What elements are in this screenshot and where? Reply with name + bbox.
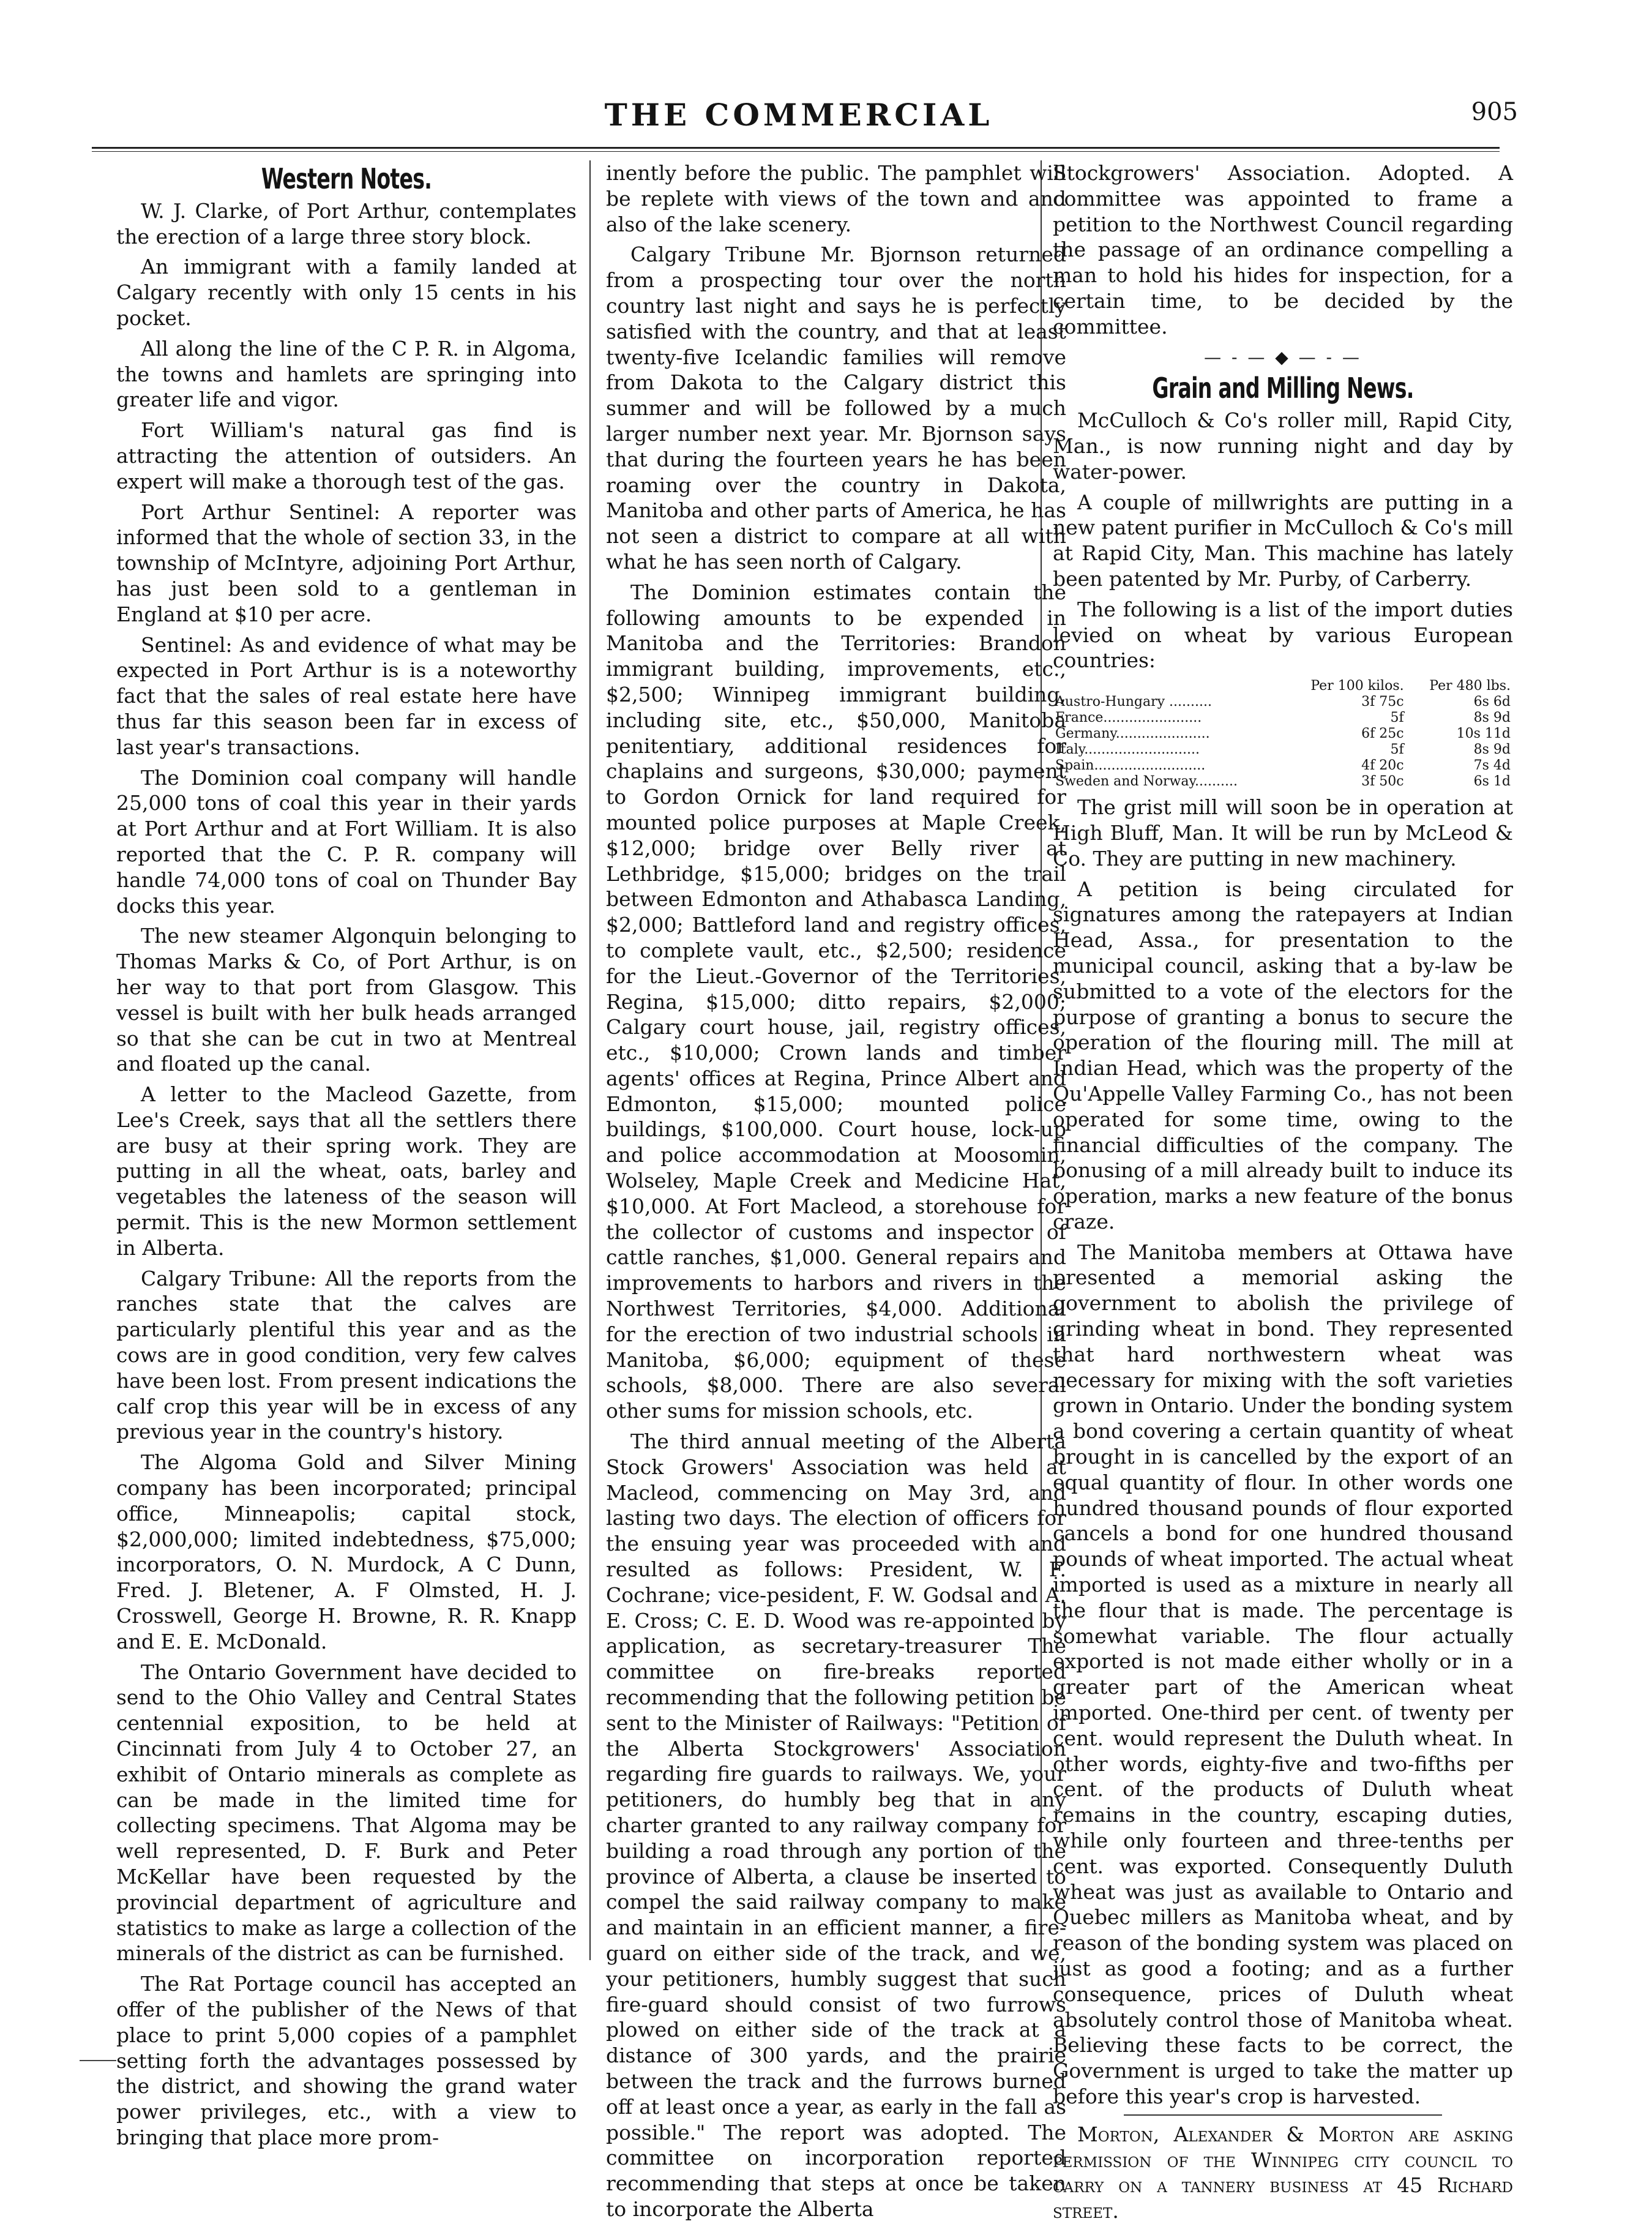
article-paragraph: An immigrant with a family landed at Calgary recently with only 15 cents in his pocket. [116,255,577,330]
article-paragraph: The Dominion estimates contain the following amounts to be expended in Manitoba and the Territories: Brandon immigrant building, improvements, etc., $2,500; Winnipeg immigrant building, including site, etc., $50,000, Manitoba penitentiary, additional residences for chaplains and surgeons, $30,000; payment to Gordon Ornick for land required for mounted police purposes at Maple Creek, $12,000; bridge over Belly river at Lethbridge, $15,000; bridges on the trail between Edmonton and Athabasca Landing, $2,000; Battleford land and registry offices, to complete vault, etc., $2,500; residence for the Lieut.-Governor of the Territories, Regina, $15,000; ditto repairs, $2,000; Calgary court house, jail, registry offices, etc., $10,000; Crown lands and timber agents' offices at Regina, Prince Albert and Edmonton, $15,000; mounted police buildings, $100,000. Court house, lock-up and police accommodation at Moosomin, Wolseley, Maple Creek and Medicine Hat, $10,000. At Fort Macleod, a storehouse for the collector of customs and inspector of cattle ranches, $1,000. General repairs and improvements to harbors and rivers in the Northwest Territories, $4,000. Additional for the erection of two industrial schools in Manitoba, $6,000; equipment of these schools, $8,000. There are also several other sums for mission schools, etc. [606,580,1066,1423]
section-heading-grain-milling: Grain and Milling News. [1152,372,1414,405]
article-paragraph: W. J. Clarke, of Port Arthur, contemplates the erection of a large three story block. [116,198,577,249]
column-1 [116,160,577,2149]
table-row [1053,694,1513,710]
table-row [1053,758,1513,774]
separator-rule [1124,2114,1442,2116]
article-paragraph: Sentinel: As and evidence of what may be expected in Port Arthur is is a noteworthy fact that the sales of real estate here have thus far this season been far in excess of last year's transactions. [116,632,577,759]
article-paragraph: Stockgrowers' Association. Adopted. A committee was appointed to frame a petition to the Northwest Council regarding the passage of an ordinance compelling a man to hold his hides for inspection, for a certain time, to be decided by the committee. [1053,161,1513,339]
article-paragraph: A couple of millwrights are putting in a new patent purifier in McCulloch & Co's mill at Rapid City, Man. This machine has lately been patented by Mr. Purby, of Carberry. [1053,490,1513,591]
article-paragraph: Morton, Alexander & Morton are asking permission of the Winnipeg city council to carry on a tannery business at 45 Richard street. [1053,2122,1513,2223]
country-cell: Germany...................... [1055,726,1210,742]
country-cell: France....................... [1055,710,1202,726]
duty-kilos-cell: 6f 25c [1361,726,1404,742]
table-row [1053,774,1513,790]
article-paragraph: The new steamer Algonquin belonging to Thomas Marks & Co, of Port Arthur, is on her way to that port from Glasgow. This vessel is built with her bulk heads arranged so that she can be cut in two at Mentreal and floated up the canal. [116,924,577,1076]
duty-kilos-cell: 4f 20c [1361,758,1404,774]
country-cell: Sweden and Norway.......... [1055,774,1238,790]
article-paragraph: inently before the public. The pamphlet will be replete with views of the town and and also of the lake scenery. [606,161,1066,236]
duty-kilos-cell: 3f 75c [1361,694,1404,710]
article-paragraph: Port Arthur Sentinel: A reporter was informed that the whole of section 33, in the township of McIntyre, adjoining Port Arthur, has just been sold to a gentleman in England at $10 per acre. [116,500,577,626]
article-paragraph: A petition is being circulated for signatures among the ratepayers at Indian Head, Assa., for presentation to the municipal council, asking that a by-law be submitted to a vote of the electors for the purpose of granting a bonus to secure the operation of the flouring mill. The mill at Indian Head, which was the property of the Qu'Appelle Valley Farming Co., has not been operated for some time, owing to the financial difficulties of the company. The bonusing of a mill already built to induce its operation, marks a new feature of the bonus craze. [1053,877,1513,1234]
page-number: 905 [1471,98,1518,126]
table-header-cell [1053,678,1285,694]
table-header-row [1053,678,1513,694]
duty-lbs-cell: 6s 1d [1473,774,1511,790]
article-paragraph: The Manitoba members at Ottawa have presented a memorial asking the government to abolish the privilege of grinding wheat in bond. They represented that hard northwestern wheat was necessary for mixing with the soft varieties grown in Ontario. Under the bonding system a bond covering a certain quantity of wheat brought in is cancelled by the export of an equal quantity of flour. In other words one hundred thousand pounds of flour exported cancels a bond for one hundred thousand pounds of wheat imported. The actual wheat imported is used as a mixture in nearly all the flour that is made. The percentage is somewhat variable. The flour actually exported is not made either wholly or in a greater part of the American wheat imported. One-third per cent. of twenty per cent. would represent the Duluth wheat. In other words, eighty-five and two-fifths per cent. of the products of Duluth wheat remains in the country, escaping duties, while only fourteen and three-tenths per cent. was exported. Consequently Duluth wheat was just as available to Ontario and Quebec millers as Manitoba wheat, and by reason of the bonding system was placed on just as good a footing; and as a further consequence, prices of Duluth wheat absolutely control those of Manitoba wheat. Believing these facts to be correct, the Government is urged to take the matter up before this year's crop is harvested. [1053,1240,1513,2108]
duty-lbs-cell: 8s 9d [1473,710,1511,726]
article-paragraph: The following is a list of the import duties levied on wheat by various European countries: [1053,597,1513,673]
article-paragraph: The Dominion coal company will handle 25,000 tons of coal this year in their yards at Port Arthur and at Fort William. It is also reported that the C. P. R. company will handle 74,000 tons of coal on Thunder Bay docks this year. [116,765,577,918]
article-paragraph: Calgary Tribune: All the reports from the ranches state that the calves are particularly plentiful this year and as the cows are in good condition, very few calves have been lost. From present indications the calf crop this year will be in excess of any previous year in the country's history. [116,1266,577,1444]
table-header-cell: Per 100 kilos. [1310,678,1404,694]
country-cell: Austro-Hungary .......... [1055,694,1212,710]
article-paragraph: The Ontario Government have decided to send to the Ohio Valley and Central States centennial exposition, to be held at Cincinnati from July 4 to October 27, an exhibit of Ontario minerals as complete as can be made in the limited time for collecting specimens. That Algoma may be well represented, D. F. Burk and Peter McKellar have been requested by the provincial department of agriculture and statistics to make as large a collection of the minerals of the district as can be furnished. [116,1660,577,1966]
article-paragraph: The Rat Portage council has accepted an offer of the publisher of the News of that place to print 5,000 copies of a pamphlet setting forth the advantages possessed by the district, and showing the grand water power privileges, etc., with a view to bringing that place more prom- [116,1972,577,2149]
table-row [1053,726,1513,742]
article-paragraph: Calgary Tribune Mr. Bjornson returned from a prospecting tour over the north country last night and says he is perfectly satisfied with the country, and that at least twenty-five Icelandic families will remove from Dakota to the Calgary district this summer and will be followed by a much larger number next year. Mr. Bjornson says that during the fourteen years he has been roaming over the country in Dakota, Manitoba and other parts of America, he has not seen a district to compare at all with what he has seen north of Calgary. [606,242,1066,574]
article-paragraph: The third annual meeting of the Alberta Stock Growers' Association was held at Macleod, commencing on May 3rd, and lasting two days. The election of officers for the ensuing year was proceeded with and resulted as follows: President, W. F. Cochrane; vice-pesident, F. W. Godsal and A. E. Cross; C. E. D. Wood was re-appointed by application, as secretary-treasurer The committee on fire-breaks reported recommending that the following petition be sent to the Minister of Railways: "Petition of the Alberta Stockgrowers' Association regarding fire guards to railways. We, your petitioners, do humbly beg that in any charter granted to any railway company for building a road through any portion of the province of Alberta, a clause be inserted to compel the said railway company to make and maintain in an efficient manner, a fire-guard on either side of the track, and we, your petitioners, humbly suggest that such fire-guard should consist of two furrows plowed on either side of the track at a distance of 300 yards, and the prairie between the track and the furrows burned off at least once a year, as early in the fall as possible." The report was adopted. The committee on incorporation reported recommending that steps at once be taken to incorporate the Alberta [606,1429,1066,2221]
article-paragraph: The Algoma Gold and Silver Mining company has been incorporated; principal office, Minneapolis; capital stock, $2,000,000; limited indebtedness, $75,000; incorporators, O. N. Murdock, A C Dunn, Fred. J. Bletener, A. F Olmsted, H. J. Crosswell, George H. Browne, R. R. Knapp and E. E. McDonald. [116,1450,577,1653]
header-rule [92,147,1500,152]
duty-kilos-cell: 5f [1390,742,1404,758]
article-paragraph: A letter to the Macleod Gazette, from Lee's Creek, says that all the settlers there are busy at their spring work. They are putting in all the wheat, oats, barley and vegetables the lateness of the season will permit. This is the new Mormon settlement in Alberta. [116,1082,577,1260]
duty-lbs-cell: 7s 4d [1473,758,1511,774]
country-cell: Spain.......................... [1055,758,1206,774]
article-paragraph: McCulloch & Co's roller mill, Rapid City, Man., is now running night and day by water-power. [1053,408,1513,484]
duty-lbs-cell: 10s 11d [1456,726,1511,742]
duty-lbs-cell: 8s 9d [1473,742,1511,758]
section-heading-western-notes: Western Notes. [261,162,432,195]
article-paragraph: Fort William's natural gas find is attracting the attention of outsiders. An expert will make a thorough test of the gas. [116,418,577,493]
column-divider [589,160,591,1960]
duty-lbs-cell: 6s 6d [1473,694,1511,710]
footer-mark [80,2060,116,2061]
column-3 [1053,160,1513,2223]
article-paragraph: All along the line of the C P. R. in Algoma, the towns and hamlets are springing into greater life and vigor. [116,336,577,412]
import-duties-table [1053,678,1513,790]
duty-kilos-cell: 3f 50c [1361,774,1404,790]
page-header [92,92,1518,147]
table-row [1053,710,1513,726]
table-row [1053,742,1513,758]
country-cell: Italy........................... [1055,742,1200,758]
article-paragraph: The grist mill will soon be in operation at High Bluff, Man. It will be run by McLeod & Co. They are putting in new machinery. [1053,795,1513,871]
column-2 [606,160,1066,2221]
table-header-cell: Per 480 lbs. [1429,678,1511,694]
duty-kilos-cell: 5f [1390,710,1404,726]
masthead-title: THE COMMERCIAL [604,97,993,133]
ornament-separator: — - — ◆ — - — [1204,346,1362,367]
